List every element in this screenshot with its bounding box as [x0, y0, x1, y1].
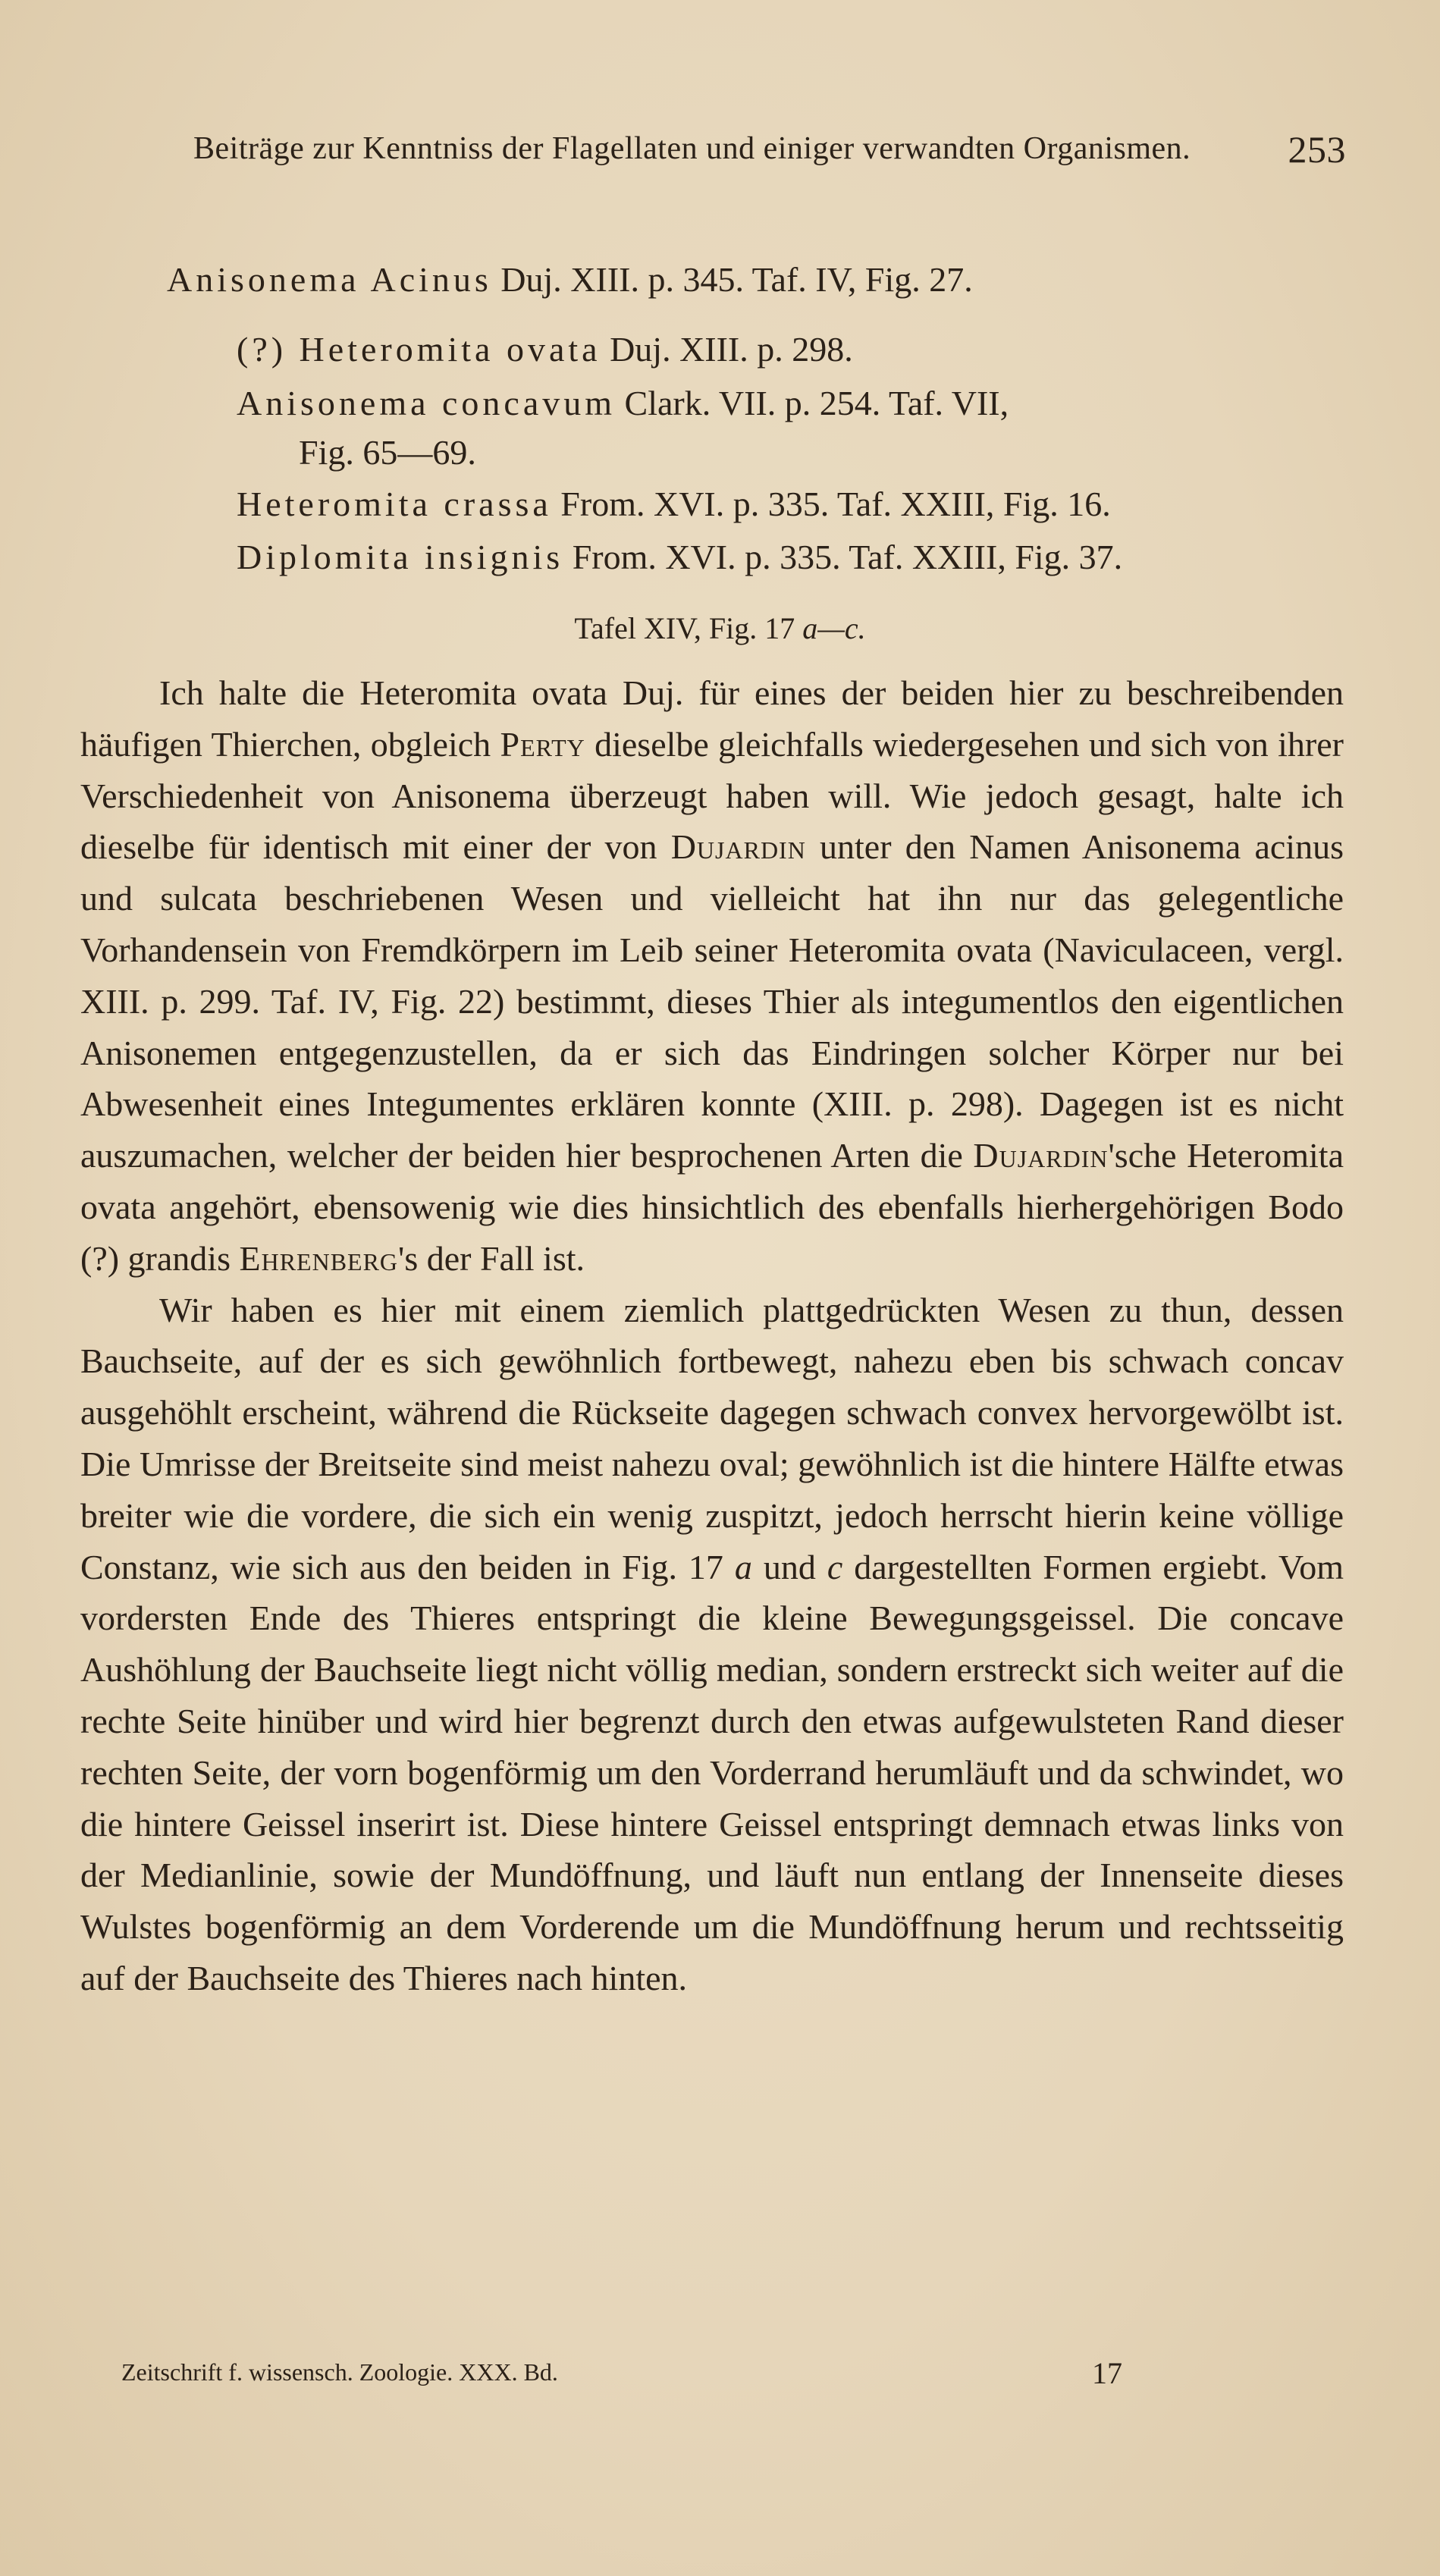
taxon-name: Diplomita insignis	[237, 538, 564, 576]
text-run: dieselbe gleichfalls wiedergesehen und sich von ihrer Verschiedenheit von Anisonema überzeugt haben will. Wie jedoch gesagt, halte ich dieselbe für identisch mit einer der von	[80, 724, 1344, 867]
taxon-reference: Clark. VII. p. 254. Taf. VII,	[624, 384, 1009, 422]
text-run: Ich halte die Heteromita ovata Duj. für eines der beiden hier zu beschreibenden häufigen Thierchen, obgleich	[80, 673, 1344, 764]
plate-figure-letters: a—c.	[802, 611, 866, 645]
plate-reference-text: Tafel XIV, Fig. 17	[574, 611, 795, 645]
taxon-name: Heteromita crassa	[237, 485, 552, 523]
author-name: Dujardin	[973, 1136, 1109, 1175]
synonym-line	[0, 259, 1440, 300]
text-run: 'sche Heteromita ovata angehört, ebensowenig wie dies hinsichtlich des ebenfalls hierhergehörigen Bodo (?) grandis	[80, 1136, 1344, 1278]
taxon-reference: Fig. 65—69.	[299, 433, 476, 472]
running-title: Beiträge zur Kenntniss der Flagellaten und einiger verwandten Organismen.	[193, 131, 1191, 166]
running-head	[193, 128, 1346, 171]
plate-reference	[0, 610, 1440, 646]
synonym-line	[0, 537, 1440, 577]
taxon-name: Anisonema Acinus	[167, 260, 492, 299]
text-run: unter den Namen Anisonema acinus und sulcata beschriebenen Wesen und vielleicht hat ihn nur das gelegentliche Vorhandensein von Fremdkörpern im Leib seiner Heteromita ovata (Naviculaceen, vergl. XIII. p. 299. Taf. IV, Fig. 22) bestimmt, dieses Thier als integumentlos den eigentlichen Anisonemen entgegenzustellen, da er sich das Eindringen solcher Körper nur bei Abwesenheit eines Integumentes erklären konnte (XIII. p. 298). Dagegen ist es nicht auszumachen, welcher der beiden hier besprochenen Arten die	[80, 827, 1344, 1175]
author-name: Ehrenberg	[239, 1238, 399, 1278]
taxon-reference: Duj. XIII. p. 298.	[610, 330, 853, 369]
figure-letter: c	[827, 1547, 843, 1586]
taxon-reference: From. XVI. p. 335. Taf. XXIII, Fig. 16.	[560, 485, 1111, 523]
body-text	[80, 667, 1344, 2004]
paragraph	[80, 667, 1344, 1285]
synonym-line	[0, 484, 1440, 524]
figure-letter: a	[734, 1547, 752, 1586]
taxon-name: (?) Heteromita ovata	[237, 330, 601, 369]
text-run: dargestellten Formen ergiebt. Vom vordersten Ende des Thieres entspringt die kleine Bewegungsgeissel. Die concave Aushöhlung der Bauchseite liegt nicht völlig median, sondern erstreckt sich weiter auf die rechte Seite hinüber und wird hier begrenzt durch den etwas aufgewulsteten Rand dieser rechten Seite, der vorn bogenförmig um den Vorderrand herumläuft und da schwindet, wo die hintere Geissel inserirt ist. Diese hintere Geissel entspringt demnach etwas links von der Medianlinie, sowie der Mundöffnung, und läuft nun entlang der Innenseite dieses Wulstes bogenförmig an dem Vorderende um die Mundöffnung herum und rechtsseitig auf der Bauchseite des Thieres nach hinten.	[80, 1547, 1344, 1997]
author-name: Dujardin	[670, 827, 806, 867]
signature-mark: 17	[1092, 2356, 1122, 2390]
text-run: Wir haben es hier mit einem ziemlich plattgedrückten Wesen zu thun, dessen Bauchseite, auf der es sich gewöhnlich fortbewegt, nahezu eben bis schwach concav ausgehöhlt erscheint, während die Rückseite dagegen schwach convex hervorgewölbt ist. Die Umrisse der Breitseite sind meist nahezu oval; gewöhnlich ist die hintere Hälfte etwas breiter wie die vordere, die sich ein wenig zuspitzt, jedoch herrscht hierin keine völlige Constanz, wie sich aus den beiden in Fig. 17	[80, 1290, 1344, 1586]
taxon-name: Anisonema concavum	[237, 384, 616, 422]
synonym-line	[0, 383, 1440, 423]
taxon-reference: From. XVI. p. 335. Taf. XXIII, Fig. 37.	[572, 538, 1123, 576]
journal-citation: Zeitschrift f. wissensch. Zoologie. XXX. Bd.	[121, 2358, 558, 2386]
author-name: Perty	[500, 724, 585, 764]
page-number: 253	[1288, 128, 1346, 171]
text-run: 's der Fall ist.	[398, 1238, 585, 1278]
synonym-line	[0, 329, 1440, 369]
text-run: und	[751, 1547, 827, 1586]
footer	[121, 2356, 1137, 2390]
synonym-line-continued	[0, 432, 1440, 472]
paragraph	[80, 1285, 1344, 2004]
taxon-reference: Duj. XIII. p. 345. Taf. IV, Fig. 27.	[500, 260, 973, 299]
